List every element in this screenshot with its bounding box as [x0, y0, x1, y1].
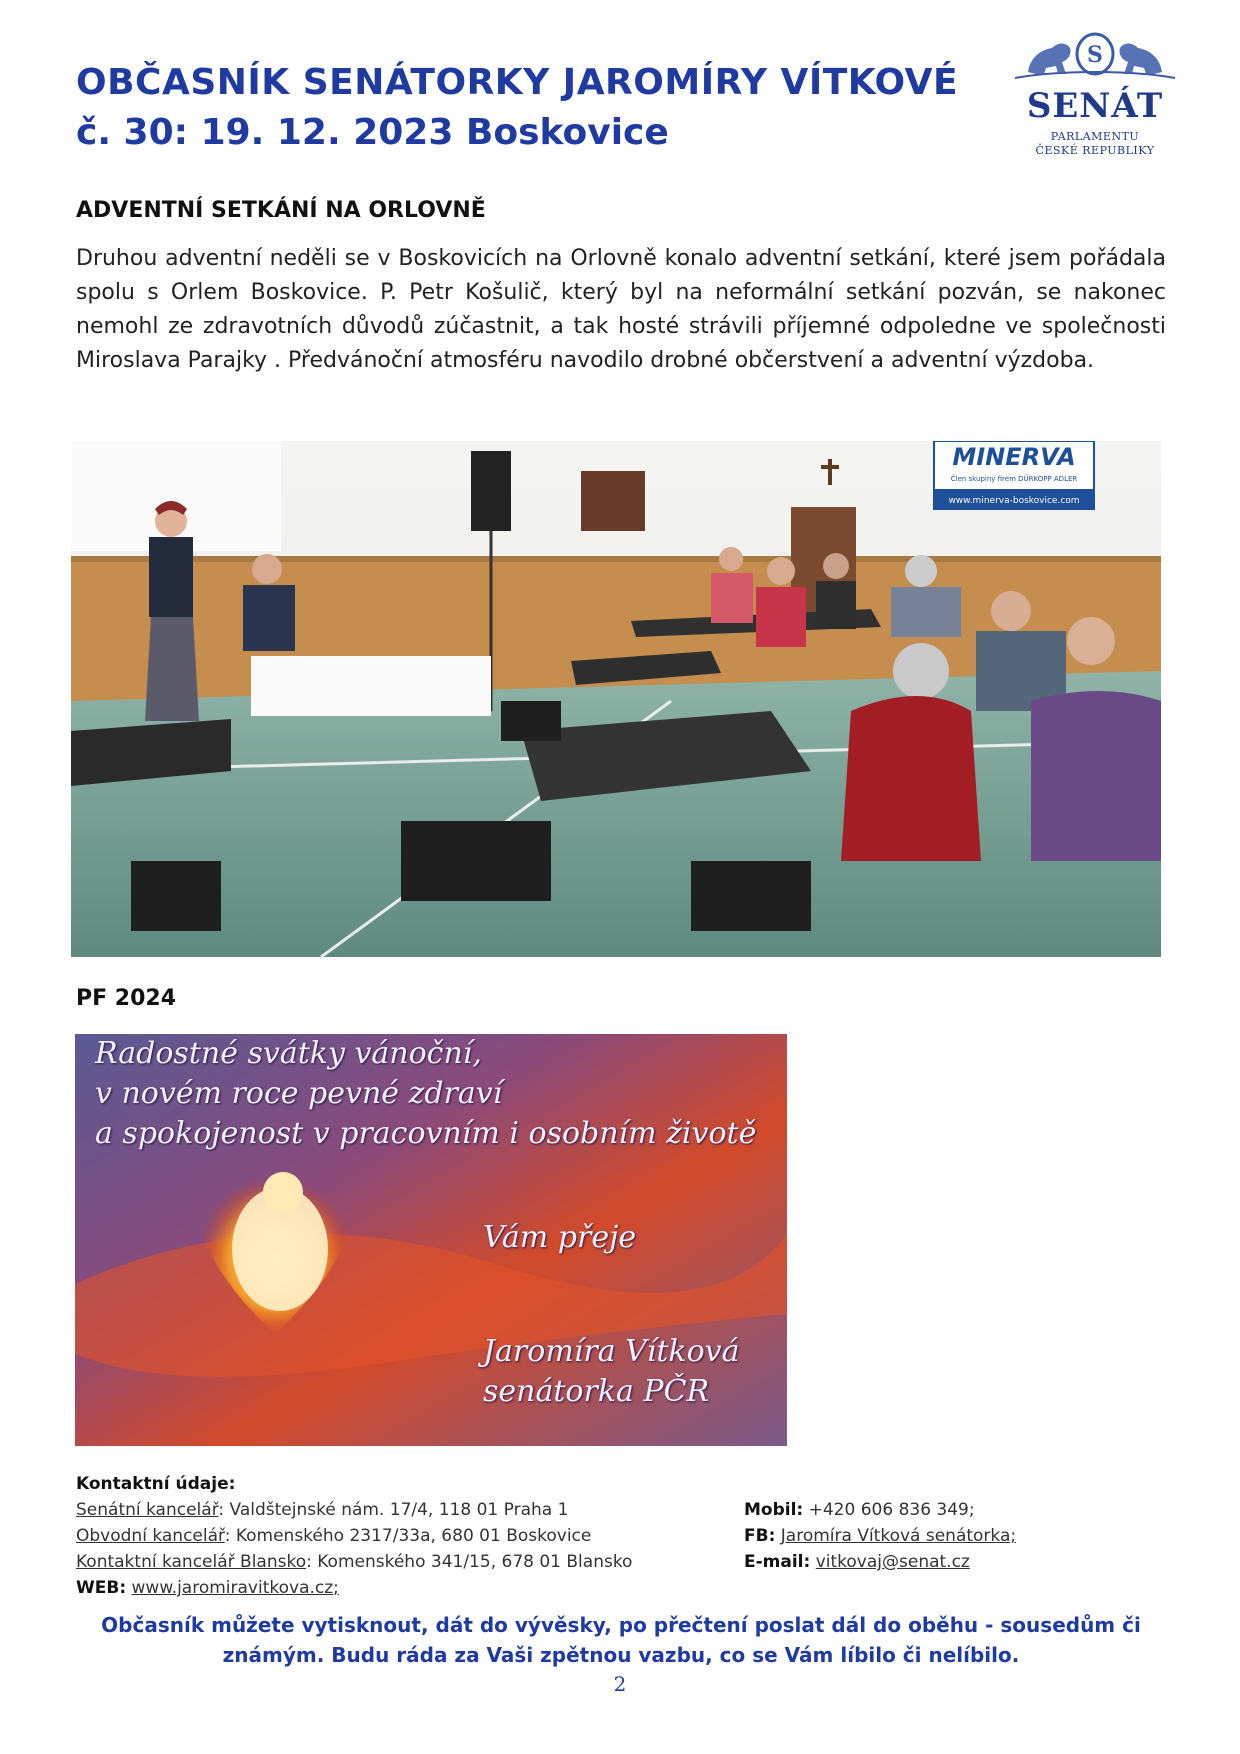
fb-link[interactable]: Jaromíra Vítková senátorka;: [780, 1526, 1017, 1546]
district-office-label[interactable]: Obvodní kancelář: [76, 1526, 225, 1546]
district-office-address: : Komenského 2317/33a, 680 01 Boskovice: [224, 1526, 592, 1546]
senate-name: SENÁT: [1026, 86, 1164, 126]
contact-web: [76, 1578, 339, 1598]
newsletter-title: OBČASNÍK SENÁTORKY JAROMÍRY VÍTKOVÉ: [76, 62, 959, 103]
contact-facebook: [744, 1526, 1016, 1546]
fb-label: FB:: [744, 1526, 776, 1546]
svg-text:S: S: [1087, 42, 1103, 68]
card-line-1: Radostné svátky vánoční,: [95, 1036, 482, 1071]
senate-sub-1: PARLAMENTU: [1050, 130, 1140, 143]
web-label: WEB:: [76, 1578, 127, 1598]
pf-greeting-card: [75, 1034, 787, 1446]
contact-district-office: [76, 1526, 591, 1546]
senate-logo: [1010, 28, 1180, 168]
card-line-6: senátorka PČR: [483, 1374, 710, 1409]
event-photo: [71, 441, 1161, 957]
senate-office-label[interactable]: Senátní kancelář: [76, 1500, 219, 1520]
section-heading-advent: ADVENTNÍ SETKÁNÍ NA ORLOVNĚ: [76, 198, 486, 223]
mobile-number: +420 606 836 349;: [808, 1500, 975, 1520]
email-label: E-mail:: [744, 1552, 811, 1572]
contact-blansko-office: [76, 1552, 632, 1572]
senate-emblem-icon: [1010, 28, 1180, 88]
issue-subtitle: č. 30: 19. 12. 2023 Boskovice: [76, 112, 669, 153]
blansko-office-address: : Komenského 341/15, 678 01 Blansko: [306, 1552, 633, 1572]
card-line-2: v novém roce pevné zdraví: [95, 1076, 503, 1111]
card-line-4: Vám přeje: [483, 1220, 637, 1255]
blansko-office-label[interactable]: Kontaktní kancelář Blansko: [76, 1552, 307, 1572]
footer-note: Občasník můžete vytisknout, dát do vývěsky, po přečtení poslat dál do oběhu - sousedům či známým. Budu ráda za Vaši zpětnou vazbu, co se Vám líbilo či nelíbilo.: [101, 1613, 1141, 1667]
web-link[interactable]: www.jaromiravitkova.cz;: [131, 1578, 339, 1598]
page-number: 2: [613, 1672, 627, 1696]
banner-sub: Člen skupiny firem DÜRKOPP ADLER: [950, 475, 1078, 483]
contacts-heading: Kontaktní údaje:: [76, 1474, 236, 1494]
contact-mobile: [744, 1500, 975, 1520]
senate-office-address: : Valdštejnské nám. 17/4, 118 01 Praha 1: [218, 1500, 569, 1520]
card-line-5: Jaromíra Vítková: [483, 1334, 740, 1369]
card-line-3: a spokojenost v pracovním i osobním životě: [95, 1116, 757, 1151]
email-link[interactable]: vitkovaj@senat.cz: [815, 1552, 970, 1572]
mobile-label: Mobil:: [744, 1500, 804, 1520]
section-heading-pf: PF 2024: [76, 986, 177, 1011]
banner-url: www.minerva-boskovice.com: [948, 496, 1080, 506]
contact-senate-office: [76, 1500, 568, 1520]
senate-sub-2: ČESKÉ REPUBLIKY: [1035, 144, 1155, 157]
article-paragraph: Druhou adventní neděli se v Boskovicích na Orlovně konalo adventní setkání, které jsem pořádala spolu s Orlem Boskovice. P. Petr Košulič, který byl na neformální setkání pozván, se nakonec nemohl ze zdravotních důvodů zúčastnit, a tak hosté strávili příjemné odpoledne ve společnosti Miroslava Parajky . Předvánoční atmosféru navodilo drobné občerstvení a adventní výzdoba.: [76, 246, 1166, 373]
contact-email: [744, 1552, 970, 1572]
banner-brand: MINERVA: [952, 443, 1076, 471]
